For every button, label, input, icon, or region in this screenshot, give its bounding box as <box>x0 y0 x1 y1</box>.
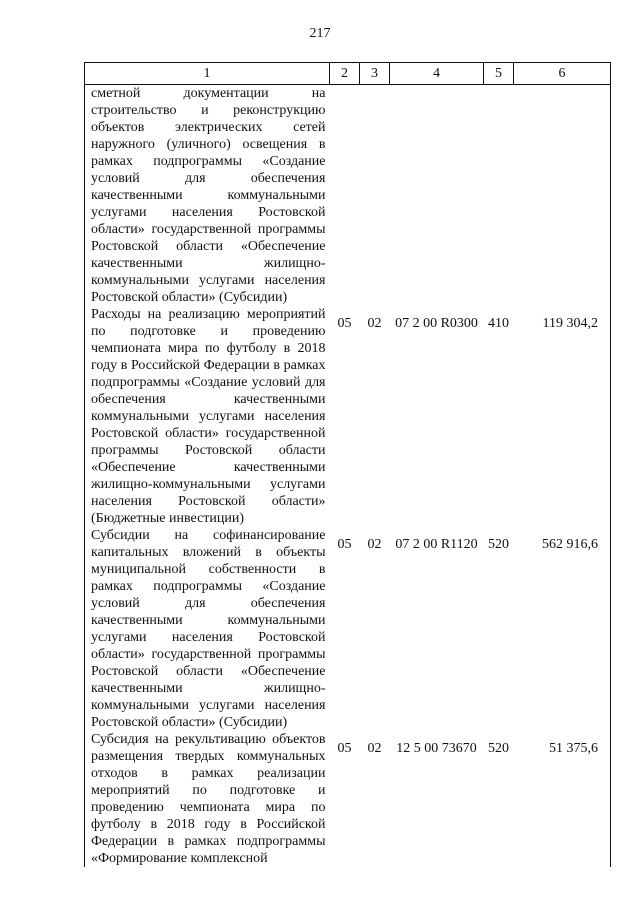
row-amount: 51 375,6 <box>514 731 611 867</box>
row-section <box>330 85 360 307</box>
column-header-4: 4 <box>390 63 484 85</box>
row-description: сметной документации на строительство и реконструкцию объектов электрических сетей наружного (уличного) освещения в рамках подпрограммы «Создание условий для обеспечения качественными коммунальными услугами населения Ростовской области» государственной программы Ростовской области «Обеспечение качественными жилищно-коммунальными услугами населения Ростовской области» (Субсидии) <box>85 85 330 307</box>
row-target-code <box>390 85 484 307</box>
column-header-2: 2 <box>330 63 360 85</box>
row-subsection: 02 <box>367 741 382 756</box>
row-target-code: 12 5 00 73670 <box>396 741 477 756</box>
row-amount <box>514 85 611 307</box>
column-header-1: 1 <box>85 63 330 85</box>
table-row <box>85 527 611 731</box>
row-section: 05 <box>337 741 352 756</box>
row-target-code: 07 2 00 R1120 <box>395 537 478 552</box>
page-number: 217 <box>309 26 331 41</box>
row-expense-type: 410 <box>488 316 509 331</box>
table-row <box>85 306 611 527</box>
row-description: Субсидии на софинансирование капитальных вложений в объекты муниципальной собственности в рамках подпрограммы «Создание условий для обеспечения качественными коммунальными услугами населения Ростовской области» государственной программы Ростовской области «Обеспечение качественными жилищно-коммунальными услугами населения Ростовской области» (Субсидии) <box>85 527 330 731</box>
table-row <box>85 85 611 307</box>
row-subsection: 02 <box>367 316 382 331</box>
table-row <box>85 731 611 867</box>
row-subsection <box>360 85 390 307</box>
column-header-5: 5 <box>484 63 514 85</box>
table-header-row <box>85 63 611 85</box>
row-subsection: 02 <box>367 537 382 552</box>
row-section: 05 <box>337 537 352 552</box>
row-description: Субсидия на рекультивацию объектов размещения твердых коммунальных отходов в рамках реализации мероприятий по подготовке и проведению чемпионата мира по футболу в 2018 году в Российской Федерации в рамках подпрограммы «Формирование комплексной <box>85 731 330 867</box>
row-expense-type <box>484 85 514 307</box>
row-target-code: 07 2 00 R0300 <box>395 316 478 331</box>
column-header-6: 6 <box>514 63 611 85</box>
row-amount: 119 304,2 <box>514 306 611 527</box>
row-description: Расходы на реализацию мероприятий по подготовке и проведению чемпионата мира по футболу в 2018 году в Российской Федерации в рамках подпрограммы «Создание условий для обеспечения качественными коммунальными услугами населения Ростовской области» государственной программы Ростовской области «Обеспечение качественными жилищно-коммунальными услугами населения Ростовской области» (Бюджетные инвестиции) <box>85 306 330 527</box>
row-expense-type: 520 <box>488 537 509 552</box>
row-section: 05 <box>337 316 352 331</box>
budget-table <box>84 62 611 867</box>
column-header-3: 3 <box>360 63 390 85</box>
row-amount: 562 916,6 <box>514 527 611 731</box>
row-expense-type: 520 <box>488 741 509 756</box>
